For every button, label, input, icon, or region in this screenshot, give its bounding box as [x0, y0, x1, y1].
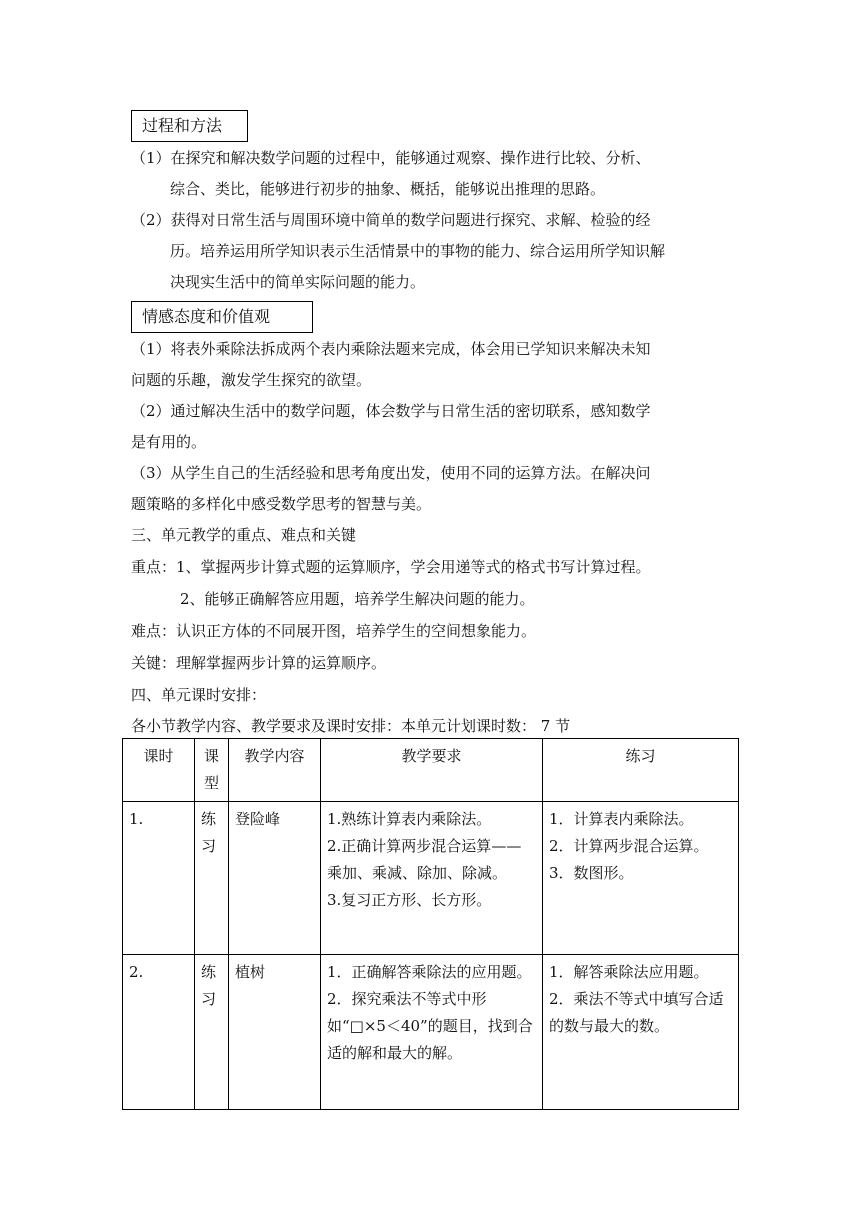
- row2-period: 2.: [123, 955, 195, 1110]
- row2-content: 植树: [229, 955, 321, 1110]
- row1-req-1: 1.熟练计算表内乘除法。: [327, 810, 492, 828]
- row1-ex-1: 1．计算表内乘除法。: [549, 810, 694, 828]
- emotion-heading-box: [131, 301, 313, 333]
- row2-req-2: 2．探究乘法不等式中形如“□×5＜40”的题目，找到合适的解和最大的解。: [327, 990, 533, 1062]
- header-period: 课时: [123, 739, 195, 802]
- schedule-table: [122, 738, 739, 1110]
- row2-ex-2: 2．乘法不等式中填写合适的数与最大的数。: [549, 990, 724, 1035]
- section3-key2: 2、能够正确解答应用题，培养学生解决问题的能力。: [180, 590, 535, 608]
- process-p1-line2: 综合、类比，能够进行初步的抽象、概括，能够说出推理的思路。: [170, 180, 606, 198]
- emotion-p1-line2: 问题的乐趣，激发学生探究的欲望。: [131, 371, 372, 389]
- header-exercises: 练习: [543, 739, 739, 802]
- row1-period: 1.: [123, 802, 195, 955]
- emotion-heading: 情感态度和价值观: [142, 307, 271, 326]
- row2-ex-1: 1．解答乘除法应用题。: [549, 963, 709, 981]
- row1-requirements: [321, 802, 543, 955]
- emotion-p1-line1: （1）将表外乘除法拆成两个表内乘除法题来完成，体会用已学知识来解决未知: [131, 340, 651, 358]
- table-row: [123, 955, 739, 1110]
- row1-type: 练习: [195, 802, 229, 955]
- section3-difficulty: 难点：认识正方体的不同展开图，培养学生的空间想象能力。: [131, 622, 537, 640]
- section4-intro: 各小节教学内容、教学要求及课时安排：本单元计划课时数： 7 节: [131, 717, 571, 735]
- header-type: 课型: [195, 739, 229, 802]
- process-heading-box: [131, 110, 248, 142]
- process-p1-line1: （1）在探究和解决数学问题的过程中，能够通过观察、操作进行比较、分析、: [131, 149, 651, 167]
- header-content: 教学内容: [229, 739, 321, 802]
- row1-req-3: 3.复习正方形、长方形。: [327, 891, 492, 909]
- row2-type: 练习: [195, 955, 229, 1110]
- process-p2-line3: 决现实生活中的简单实际问题的能力。: [170, 273, 426, 291]
- section3-title: 三、单元教学的重点、难点和关键: [131, 526, 357, 544]
- process-p2-line2: 历。培养运用所学知识表示生活情景中的事物的能力、综合运用所学知识解: [170, 242, 666, 260]
- row1-exercises: [543, 802, 739, 955]
- emotion-p3-line1: （3）从学生自己的生活经验和思考角度出发，使用不同的运算方法。在解决问: [131, 464, 651, 482]
- emotion-p2-line2: 是有用的。: [131, 433, 207, 451]
- table-header-row: [123, 739, 739, 802]
- row1-req-2: 2.正确计算两步混合运算——乘加、乘减、除加、除减。: [327, 837, 522, 882]
- table-row: [123, 802, 739, 955]
- emotion-p2-line1: （2）通过解决生活中的数学问题，体会数学与日常生活的密切联系，感知数学: [131, 402, 651, 420]
- row2-requirements: [321, 955, 543, 1110]
- section3-key1: 重点：1、掌握两步计算式题的运算顺序，学会用递等式的格式书写计算过程。: [131, 558, 651, 576]
- section3-crux: 关键：理解掌握两步计算的运算顺序。: [131, 654, 387, 672]
- header-requirements: 教学要求: [321, 739, 543, 802]
- row2-req-1: 1．正确解答乘除法的应用题。: [327, 963, 532, 981]
- row1-content: 登险峰: [229, 802, 321, 955]
- row1-ex-2: 2．计算两步混合运算。: [549, 837, 709, 855]
- row1-ex-3: 3．数图形。: [549, 864, 634, 882]
- section4-title: 四、单元课时安排：: [131, 686, 267, 704]
- process-p2-line1: （2）获得对日常生活与周围环境中简单的数学问题进行探究、求解、检验的经: [131, 211, 651, 229]
- row2-exercises: [543, 955, 739, 1110]
- process-heading: 过程和方法: [142, 116, 223, 135]
- emotion-p3-line2: 题策略的多样化中感受数学思考的智慧与美。: [131, 495, 432, 513]
